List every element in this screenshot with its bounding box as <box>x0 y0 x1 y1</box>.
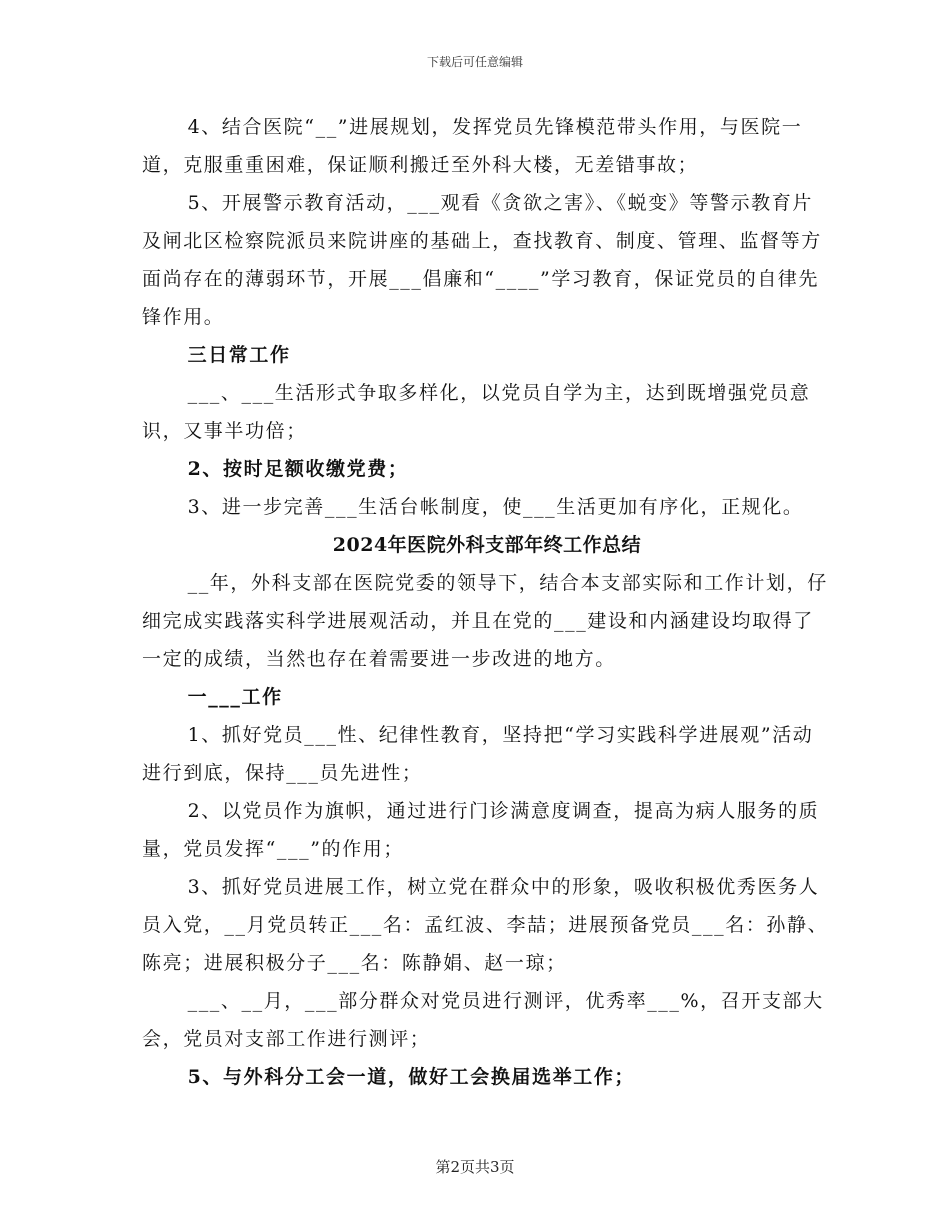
paragraph-daily-2: 2、按时足额收缴党费； <box>187 458 409 480</box>
paragraph-item-5: 5、开展警示教育活动，___观看《贪欲之害》、《蜕变》等警示教育片及闸北区检察院派员来院讲座的基础上，查找教育、制度、管理、监督等方面尚存在的薄弱环节，开展___倡廉和“____”学习教育，保证党员的自律先锋作用。 <box>142 192 822 328</box>
section-heading-work: 一___工作 <box>187 686 283 708</box>
intro-paragraph: __年，外科支部在医院党委的领导下，结合本支部实际和工作计划，仔细完成实践落实科学进展观活动，并且在党的___建设和内涵建设均取得了一定的成绩，当然也存在着需要进一步改进的地方。 <box>142 572 828 670</box>
paragraph-daily-1: ___、___生活形式争取多样化，以党员自学为主，达到既增强党员意识，又事半功倍； <box>142 382 811 442</box>
work-item-3: 3、抓好党员进展工作，树立党在群众中的形象，吸收积极优秀医务人员入党，__月党员转正___名：孟红波、李喆；进展预备党员___名：孙静、陈亮；进展积极分子___名：陈静娟、赵一琼； <box>142 876 829 974</box>
paragraph-daily-3: 3、进一步完善___生活台帐制度，使___生活更加有序化，正规化。 <box>187 496 804 518</box>
work-item-5: 5、与外科分工会一道，做好工会换届选举工作； <box>187 1066 636 1088</box>
work-item-4: ___、__月，___部分群众对党员进行测评，优秀率___%，召开支部大会，党员对支部工作进行测评； <box>142 990 824 1050</box>
paragraph-item-4: 4、结合医院“__”进展规划，发挥党员先锋模范带头作用，与医院一道，克服重重困难，保证顺利搬迁至外科大楼，无差错事故； <box>142 116 803 176</box>
section-heading-daily-work: 三日常工作 <box>187 344 291 366</box>
work-item-2: 2、以党员作为旗帜，通过进行门诊满意度调查，提高为病人服务的质量，党员发挥“___”的作用； <box>142 800 820 860</box>
document-title: 2024年医院外科支部年终工作总结 <box>332 534 642 556</box>
page-number: 第2页共3页 <box>435 1158 515 1176</box>
work-item-1: 1、抓好党员___性、纪律性教育，坚持把“学习实践科学进展观”活动进行到底，保持___员先进性； <box>142 724 814 784</box>
document-body <box>142 108 832 1096</box>
page-header-note: 下载后可任意编辑 <box>426 55 523 69</box>
